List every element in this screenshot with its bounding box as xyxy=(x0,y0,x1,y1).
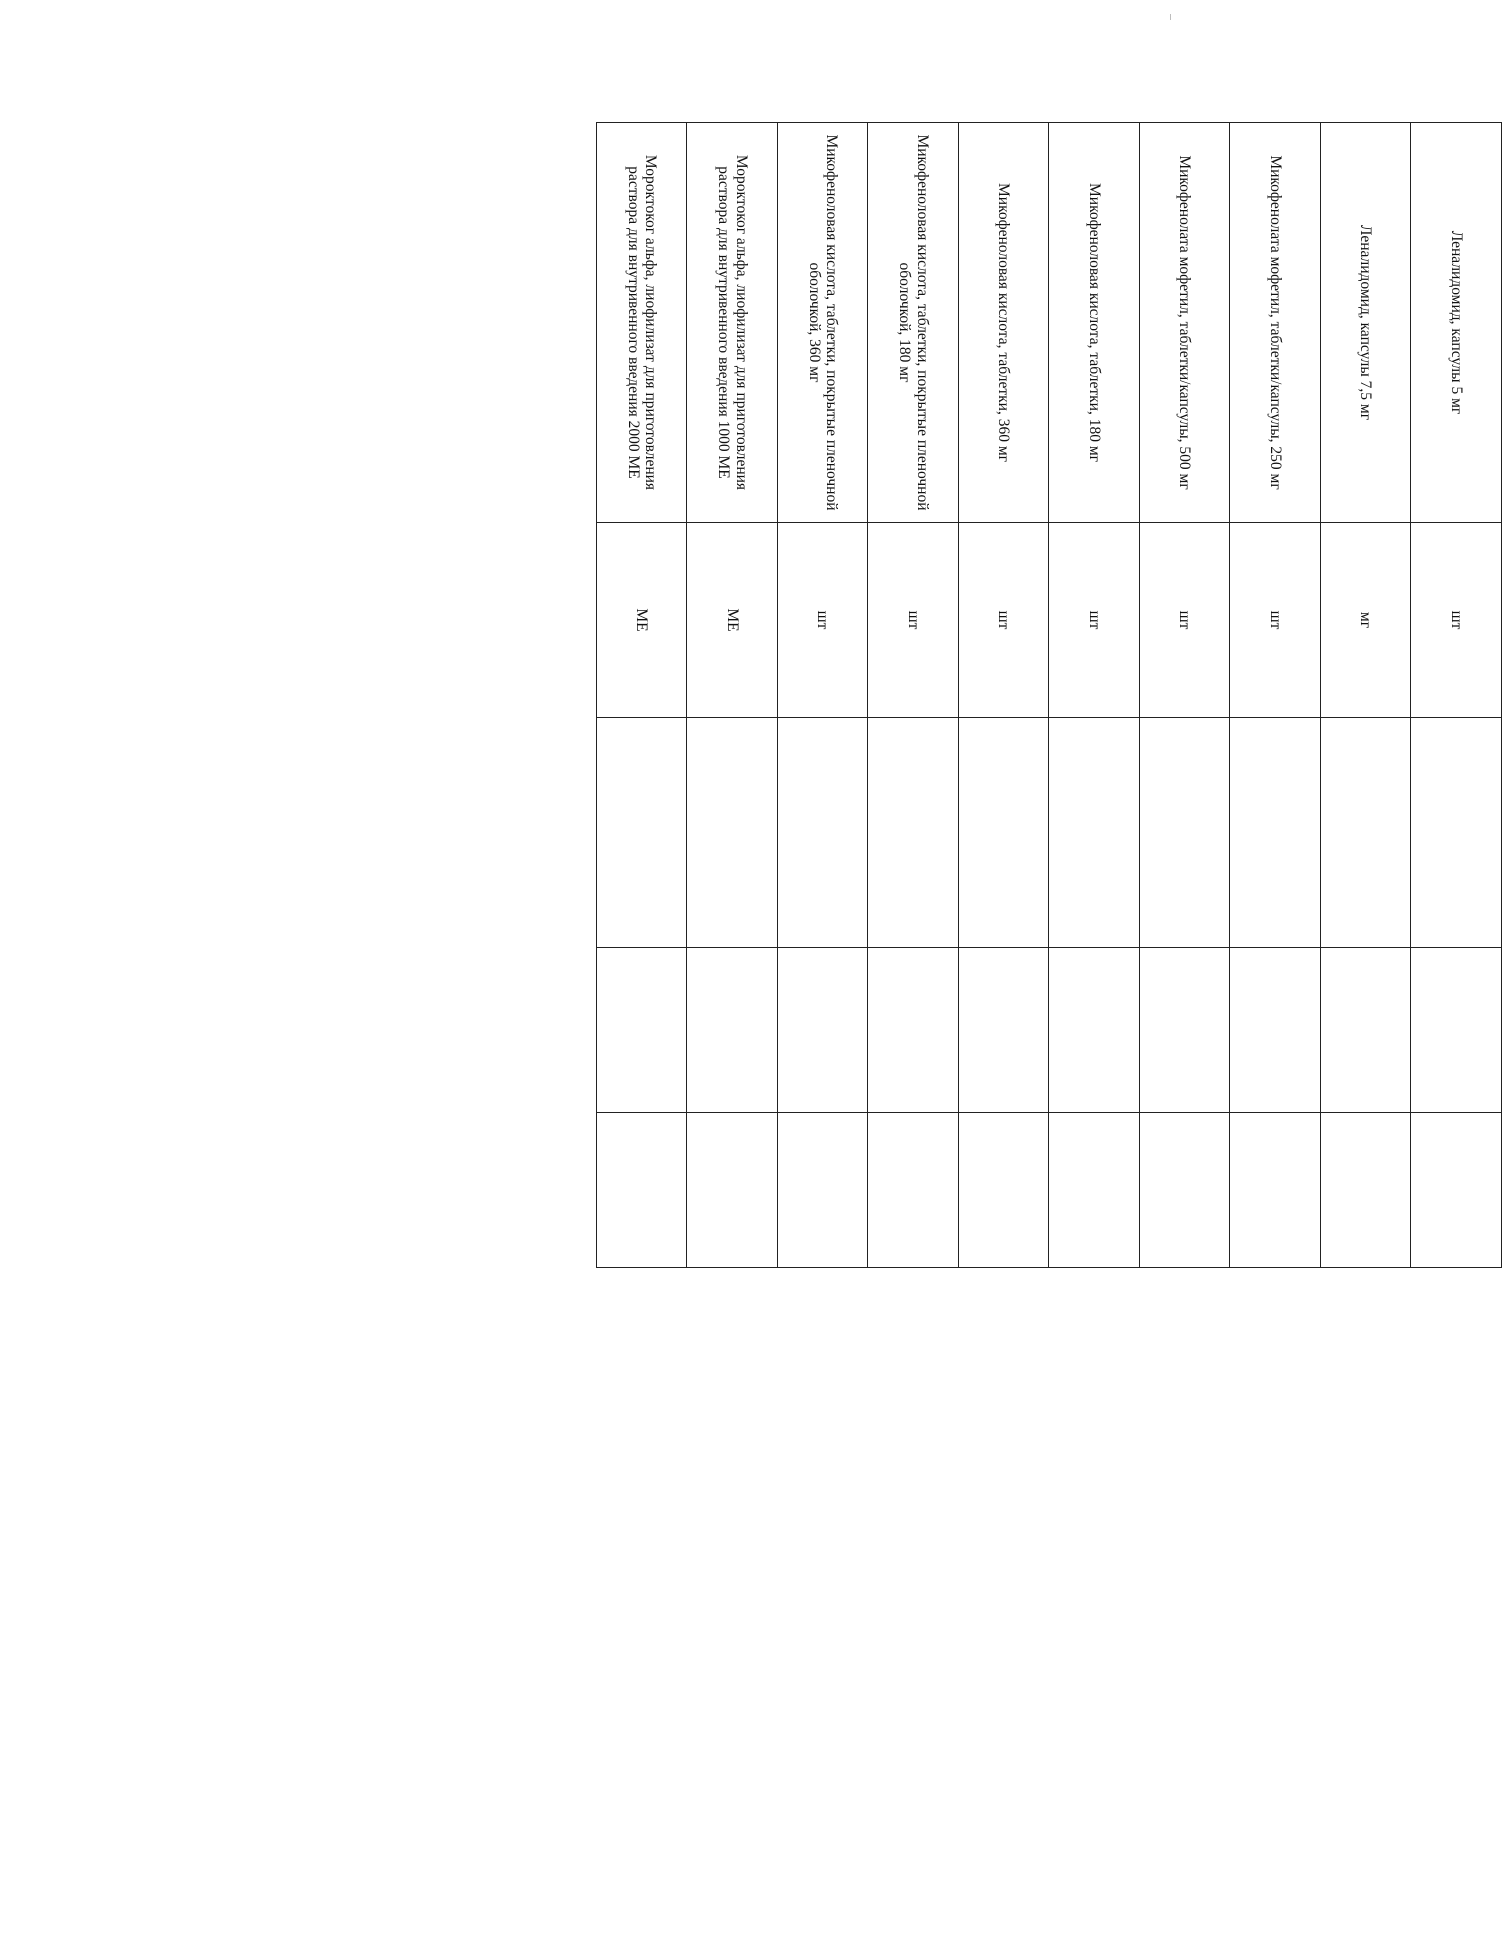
unit-cell: шт xyxy=(868,523,959,718)
empty-cell xyxy=(687,948,778,1113)
drug-name-cell: Микофеноловая кислота, таблетки, 180 мг xyxy=(1049,123,1140,523)
table-row xyxy=(1321,123,1412,1268)
empty-cell xyxy=(597,1113,688,1268)
table-row xyxy=(959,123,1050,1268)
drug-name-cell: Микофеноловая кислота, таблетки, покрытые пленочной оболочкой, 360 мг xyxy=(778,123,869,523)
unit-cell: шт xyxy=(959,523,1050,718)
unit-cell: шт xyxy=(1140,523,1231,718)
unit-cell: МЕ xyxy=(597,523,688,718)
empty-cell xyxy=(1049,948,1140,1113)
empty-cell xyxy=(1140,1113,1231,1268)
table-row xyxy=(778,123,869,1268)
drug-name-cell: Леналидомид, капсулы 5 мг xyxy=(1411,123,1502,523)
rotated-table-container xyxy=(596,122,1501,1267)
empty-cell xyxy=(959,1113,1050,1268)
unit-cell: МЕ xyxy=(687,523,778,718)
unit-cell: шт xyxy=(1049,523,1140,718)
empty-cell xyxy=(597,718,688,948)
empty-cell xyxy=(1230,718,1321,948)
empty-cell xyxy=(687,718,778,948)
scan-mark xyxy=(1170,14,1171,20)
unit-cell: мг xyxy=(1321,523,1412,718)
empty-cell xyxy=(778,718,869,948)
empty-cell xyxy=(1321,718,1412,948)
empty-cell xyxy=(868,718,959,948)
drug-name-cell: Микофенолата мофетил, таблетки/капсулы, 500 мг xyxy=(1140,123,1231,523)
empty-cell xyxy=(1230,948,1321,1113)
empty-cell xyxy=(597,948,688,1113)
empty-cell xyxy=(1321,1113,1412,1268)
drug-name-cell: Мороктоког альфа, лиофилизат для приготовления раствора для внутривенного введения 2000 МЕ xyxy=(597,123,688,523)
empty-cell xyxy=(778,1113,869,1268)
empty-cell xyxy=(1411,1113,1502,1268)
table-row xyxy=(1411,123,1502,1268)
empty-cell xyxy=(1140,718,1231,948)
empty-cell xyxy=(1411,948,1502,1113)
drug-name-cell: Мороктоког альфа, лиофилизат для приготовления раствора для внутривенного введения 1000 МЕ xyxy=(687,123,778,523)
empty-cell xyxy=(687,1113,778,1268)
table-row xyxy=(1230,123,1321,1268)
table-row xyxy=(1140,123,1231,1268)
empty-cell xyxy=(868,1113,959,1268)
empty-cell xyxy=(1411,718,1502,948)
empty-cell xyxy=(1140,948,1231,1113)
empty-cell xyxy=(778,948,869,1113)
unit-cell: шт xyxy=(778,523,869,718)
medication-table xyxy=(596,122,1502,1268)
drug-name-cell: Микофеноловая кислота, таблетки, покрытые пленочной оболочкой, 180 мг xyxy=(868,123,959,523)
drug-name-cell: Микофеноловая кислота, таблетки, 360 мг xyxy=(959,123,1050,523)
empty-cell xyxy=(1049,1113,1140,1268)
table-row xyxy=(1049,123,1140,1268)
table-row xyxy=(868,123,959,1268)
empty-cell xyxy=(868,948,959,1113)
unit-cell: шт xyxy=(1230,523,1321,718)
unit-cell: шт xyxy=(1411,523,1502,718)
drug-name-cell: Леналидомид, капсулы 7,5 мг xyxy=(1321,123,1412,523)
empty-cell xyxy=(959,718,1050,948)
empty-cell xyxy=(1321,948,1412,1113)
table-row xyxy=(597,123,688,1268)
table-row xyxy=(687,123,778,1268)
empty-cell xyxy=(959,948,1050,1113)
empty-cell xyxy=(1230,1113,1321,1268)
empty-cell xyxy=(1049,718,1140,948)
drug-name-cell: Микофенолата мофетил, таблетки/капсулы, 250 мг xyxy=(1230,123,1321,523)
